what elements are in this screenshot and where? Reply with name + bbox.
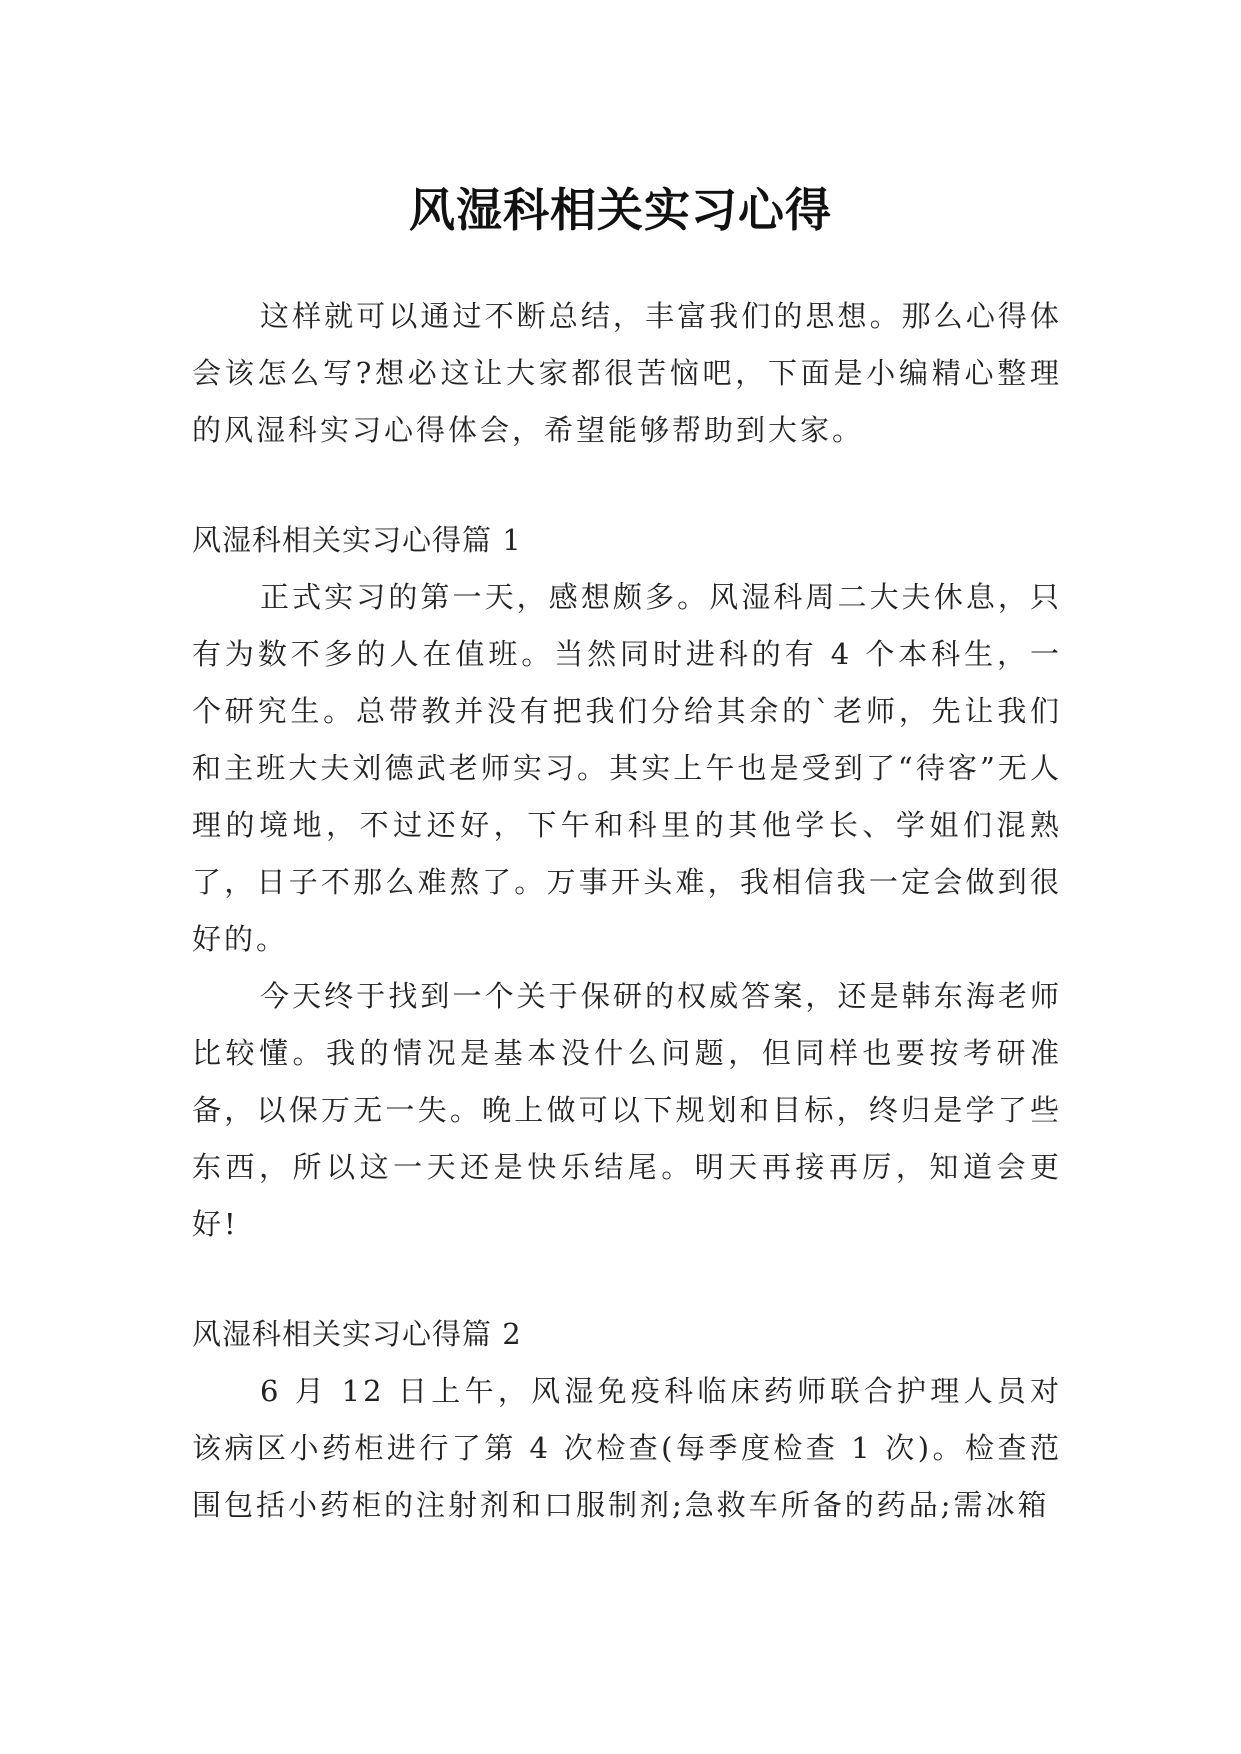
section-2 — [192, 1306, 1062, 1534]
body-paragraph: 今天终于找到一个关于保研的权威答案，还是韩东海老师比较懂。我的情况是基本没什么问题，但同样也要按考研准备，以保万无一失。晚上做可以下规划和目标，终归是学了些东西，所以这一天还是快乐结尾。明天再接再厉，知道会更好! — [192, 979, 1062, 1241]
section-heading: 风湿科相关实习心得篇 1 — [192, 523, 522, 557]
body-paragraph: 正式实习的第一天，感想颇多。风湿科周二大夫休息，只有为数不多的人在值班。当然同时进科的有 4 个本科生，一个研究生。总带教并没有把我们分给其余的`老师，先让我们和主班大夫刘德武老师实习。其实上午也是受到了“待客”无人理的境地，不过还好，下午和科里的其他学长、学姐们混熟了，日子不那么难熬了。万事开头难，我相信我一定会做到很好的。 — [192, 580, 1062, 956]
document-title: 风湿科相关实习心得 — [409, 182, 832, 237]
document-body — [192, 288, 1062, 1534]
body-paragraph: 6 月 12 日上午，风湿免疫科临床药师联合护理人员对该病区小药柜进行了第 4 次检查(每季度检查 1 次)。检查范围包括小药柜的注射剂和口服制剂;急救车所备的药品;需冰箱 — [192, 1374, 1062, 1522]
section-1 — [192, 512, 1062, 1253]
intro-paragraph: 这样就可以通过不断总结，丰富我们的思想。那么心得体会该怎么写?想必这让大家都很苦恼吧，下面是小编精心整理的风湿科实习心得体会，希望能够帮助到大家。 — [192, 299, 1062, 447]
section-heading: 风湿科相关实习心得篇 2 — [192, 1317, 522, 1351]
